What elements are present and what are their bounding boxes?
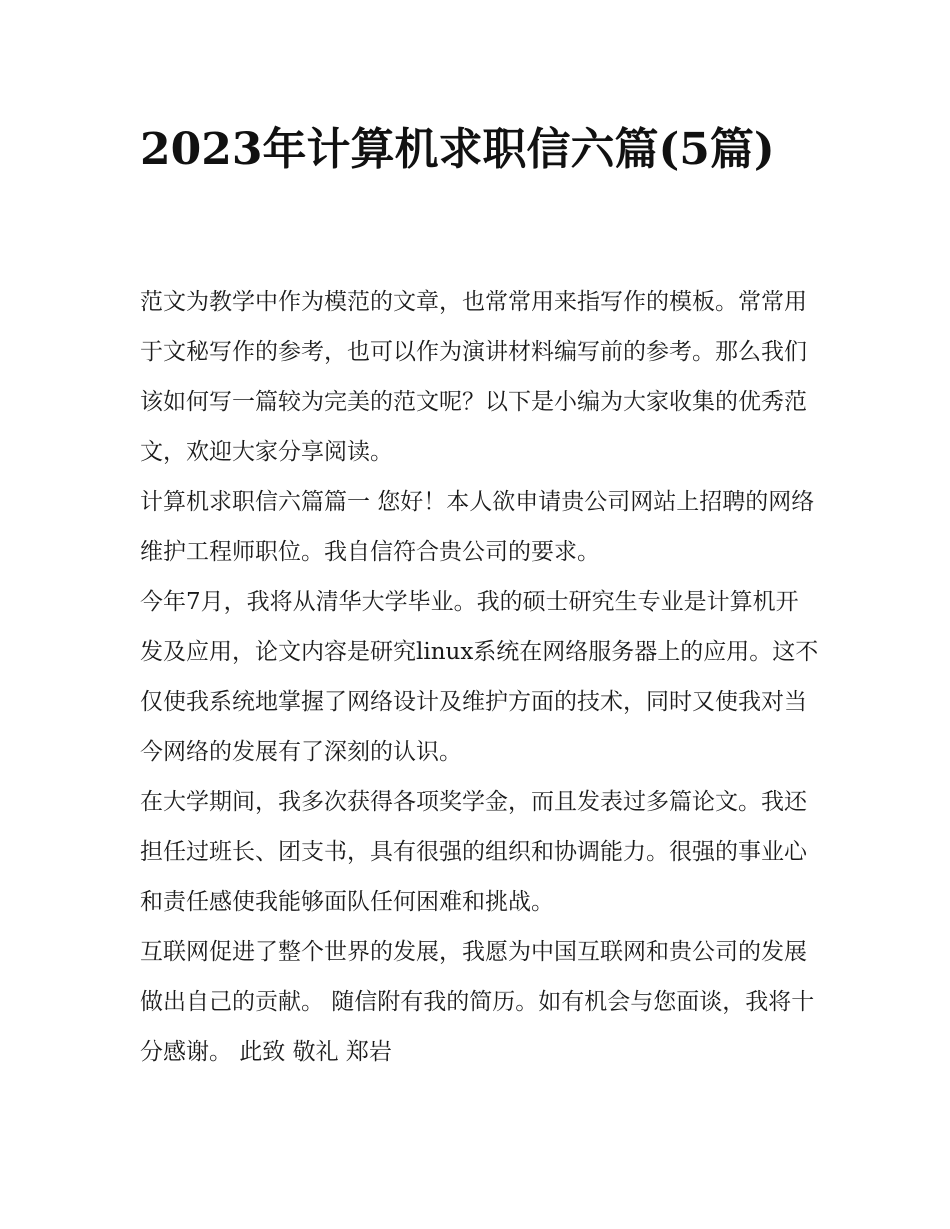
document-title: 2023年计算机求职信六篇(5篇)	[140, 124, 775, 175]
experience-paragraph: 在大学期间，我多次获得各项奖学金，而且发表过多篇论文。我还担任过班长、团支书，具有很强的组织和协调能力。很强的事业心和责任感使我能够面队任何困难和挑战。	[140, 789, 807, 915]
closing-paragraph: 互联网促进了整个世界的发展，我愿为中国互联网和贵公司的发展做出自己的贡献。 随信附有我的简历。如有机会与您面谈，我将十分感谢。 此致 敬礼 郑岩	[140, 939, 815, 1065]
education-paragraph: 今年7月，我将从清华大学毕业。我的硕士研究生专业是计算机开发及应用，论文内容是研究linux系统在网络服务器上的应用。这不仅使我系统地掌握了网络设计及维护方面的技术，同时又使我对当今网络的发展有了深刻的认识。	[140, 589, 819, 765]
greeting-paragraph: 计算机求职信六篇篇一 您好！本人欲申请贵公司网站上招聘的网络维护工程师职位。我自信符合贵公司的要求。	[140, 489, 815, 565]
intro-paragraph: 范文为教学中作为模范的文章，也常常用来指写作的模板。常常用于文秘写作的参考，也可以作为演讲材料编写前的参考。那么我们该如何写一篇较为完美的范文呢？以下是小编为大家收集的优秀范文，欢迎大家分享阅读。	[140, 289, 807, 465]
document-body	[140, 277, 820, 1077]
